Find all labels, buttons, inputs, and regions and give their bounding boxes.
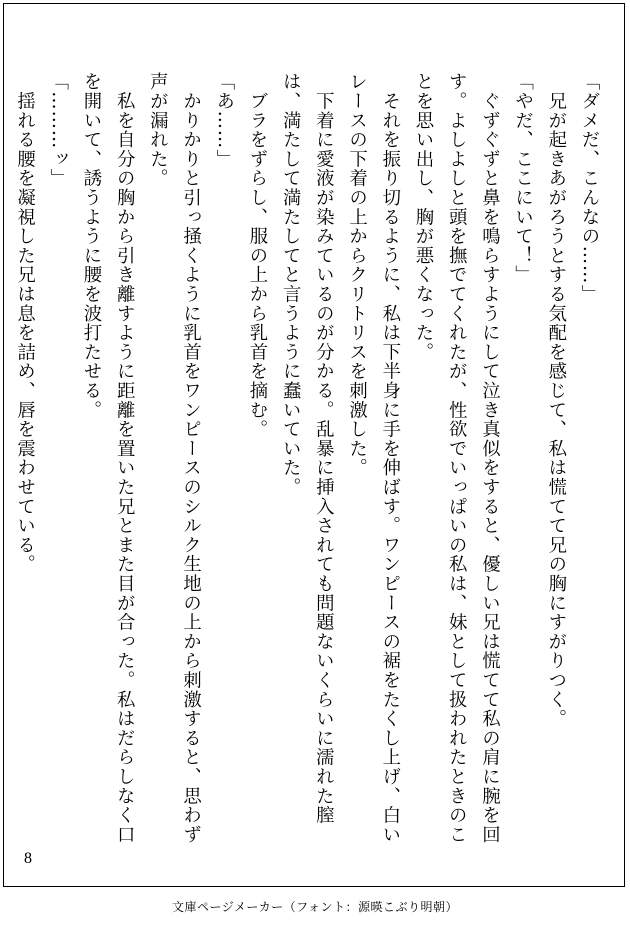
paragraph: かりかりと引っ掻くように乳首をワンピースのシルク生地の上から刺激すると、思わず声が漏れた。: [147, 72, 202, 844]
vertical-text-body: [14, 72, 606, 852]
paragraph: 「あ……」: [213, 72, 235, 169]
paragraph: 兄が起きあがろうとする気配を感じて、私は慌てて兄の胸にすがりつく。: [545, 72, 567, 729]
paragraph: それを振り切るように、私は下半身に手を伸ばす。ワンピースの裾をたくし上げ、白いレースの下着の上からクリトリスを刺激した。: [346, 72, 401, 844]
paragraph: 私を自分の胸から引き離すように距離を置いた兄とまた目が合った。私はだらしなく口を開いて、誘うように腰を波打たせる。: [80, 72, 136, 844]
page-number: 8: [24, 850, 32, 867]
footer-caption: 文庫ページメーカー（フォント：源暎こぶり明朝）: [171, 900, 459, 914]
paragraph: 「やだ、ここにいて！」: [512, 72, 534, 285]
paragraph: ブラをずらし、服の上から乳首を摘む。: [246, 72, 268, 439]
paragraph: 揺れる腰を凝視した兄は息を詰め、唇を震わせている。: [14, 72, 36, 574]
paragraph: ぐずぐずと鼻を鳴らすようにして泣き真似をすると、優しい兄は慌てて私の肩に腕を回す。よしよしと頭を撫でてくれたが、性欲でいっぱいの私は、妹として扱われたときのことを思い出し、胸が悪くなった。: [412, 72, 501, 844]
paragraph: 下着に愛液が染みているのが分かる。乱暴に挿入されても問題ないくらいに濡れた膣は、満たして満たしてと言うように蠢いていた。: [280, 72, 335, 825]
paragraph: 「………ッ」: [47, 72, 69, 188]
paragraph: 「ダメだ、こんなの……」: [579, 72, 600, 304]
